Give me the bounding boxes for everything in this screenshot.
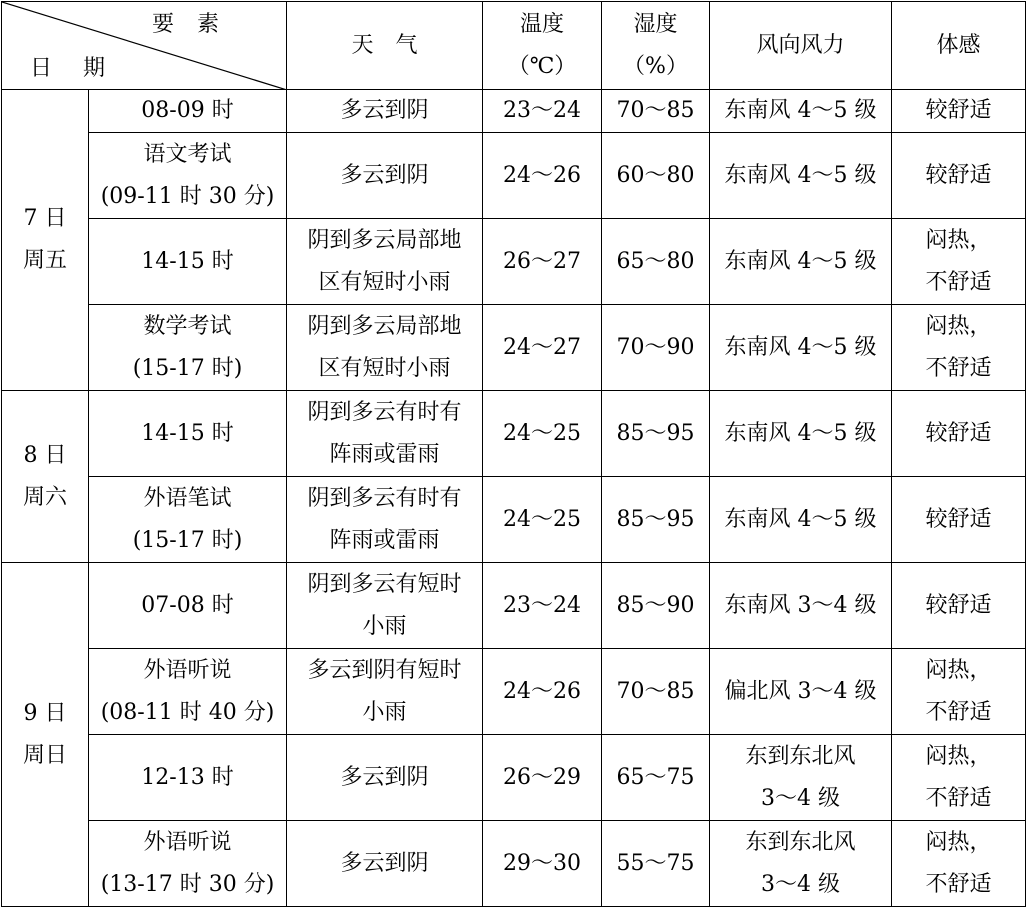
wind-cell <box>710 821 892 907</box>
time-cell-line: (13-17 时 30 分) <box>100 871 275 897</box>
wind-cell <box>710 391 892 477</box>
weather-cell-line: 阴到多云有时有 <box>307 485 462 511</box>
time-cell-line: 08-09 时 <box>141 98 234 123</box>
weather-cell-line: 小雨 <box>362 613 407 639</box>
wind-cell <box>710 219 892 305</box>
humidity-cell: 85～95 <box>602 477 710 563</box>
header-temp-unit: （℃） <box>507 53 577 79</box>
wind-cell-line: 偏北风 3～4 级 <box>724 678 877 704</box>
weather-cell <box>287 477 483 563</box>
humidity-cell: 55～75 <box>602 821 710 907</box>
wind-cell-line: 东南风 4～5 级 <box>724 506 877 532</box>
feel-cell-line: 闷热， <box>925 743 992 769</box>
weather-cell-line: 阴到多云有短时 <box>307 571 462 597</box>
time-cell-line: 外语听说 <box>143 657 232 683</box>
weather-cell <box>287 391 483 477</box>
humidity-cell: 70～85 <box>602 649 710 735</box>
weather-cell-line: 阴到多云局部地 <box>307 227 462 253</box>
weather-cell-line: 区有短时小雨 <box>318 269 451 295</box>
time-cell-line: 12-13 时 <box>141 764 234 790</box>
header-humidity <box>602 2 710 90</box>
header-temp-label: 温度 <box>519 11 564 37</box>
wind-cell-line: 东南风 4～5 级 <box>724 98 877 123</box>
table-row <box>2 649 1026 735</box>
feel-cell <box>892 563 1026 649</box>
temp-cell: 23～24 <box>483 90 602 133</box>
weather-cell-line: 多云到阴有短时 <box>307 657 462 683</box>
feel-cell-line: 闷热， <box>925 657 992 683</box>
feel-cell <box>892 821 1026 907</box>
feel-cell-line: 不舒适 <box>925 269 992 295</box>
time-cell-line: 语文考试 <box>143 141 232 167</box>
table-row <box>2 133 1026 219</box>
humidity-cell: 65～75 <box>602 735 710 821</box>
wind-cell-line: 东到东北风 <box>745 829 856 855</box>
time-cell-line: 外语笔试 <box>143 485 232 511</box>
header-weather: 天 气 <box>287 2 483 90</box>
feel-cell <box>892 219 1026 305</box>
weather-cell-line: 小雨 <box>362 699 407 725</box>
time-cell-line: 14-15 时 <box>141 420 234 446</box>
humidity-cell: 60～80 <box>602 133 710 219</box>
time-cell-line: (08-11 时 40 分) <box>100 699 275 725</box>
date-cell-line: 9 日 <box>23 700 67 726</box>
humidity-cell: 70～85 <box>602 90 710 133</box>
humidity-cell: 85～95 <box>602 391 710 477</box>
header-humidity-label: 湿度 <box>633 11 678 37</box>
weather-cell-line: 多云到阴 <box>340 850 429 876</box>
time-cell <box>89 563 287 649</box>
feel-cell-line: 较舒适 <box>925 98 992 123</box>
wind-cell <box>710 90 892 133</box>
wind-cell-line: 东南风 4～5 级 <box>724 162 877 188</box>
temp-cell: 26～27 <box>483 219 602 305</box>
header-humidity-unit: （%） <box>623 53 688 79</box>
time-cell <box>89 133 287 219</box>
feel-cell-line: 较舒适 <box>925 162 992 188</box>
table-row <box>2 477 1026 563</box>
weather-cell-line: 阴到多云有时有 <box>307 399 462 425</box>
time-cell <box>89 649 287 735</box>
weather-cell-line: 区有短时小雨 <box>318 355 451 381</box>
feel-cell-line: 闷热， <box>925 227 992 253</box>
humidity-cell: 85～90 <box>602 563 710 649</box>
wind-cell <box>710 477 892 563</box>
date-cell <box>2 563 89 907</box>
table-row <box>2 90 1026 133</box>
feel-cell-line: 不舒适 <box>925 871 992 897</box>
table-row <box>2 735 1026 821</box>
feel-cell-line: 不舒适 <box>925 699 992 725</box>
feel-cell <box>892 133 1026 219</box>
temp-cell: 24～25 <box>483 391 602 477</box>
date-cell-line: 周五 <box>22 248 67 273</box>
weather-cell <box>287 90 483 133</box>
time-cell-line: 07-08 时 <box>141 592 234 618</box>
weather-cell-line: 阴到多云局部地 <box>307 313 462 339</box>
wind-cell-line: 东南风 4～5 级 <box>724 248 877 274</box>
header-wind: 风向风力 <box>710 2 892 90</box>
header-date: 日 期 <box>30 56 117 81</box>
temp-cell: 24～27 <box>483 305 602 391</box>
feel-cell-line: 闷热， <box>925 313 992 339</box>
wind-cell <box>710 563 892 649</box>
feel-cell <box>892 305 1026 391</box>
feel-cell <box>892 649 1026 735</box>
weather-forecast-table <box>1 1 1026 907</box>
wind-cell <box>710 735 892 821</box>
time-cell-line: 数学考试 <box>143 313 232 339</box>
header-feel: 体感 <box>892 2 1026 90</box>
table-row <box>2 563 1026 649</box>
date-cell <box>2 90 89 391</box>
weather-cell <box>287 133 483 219</box>
table-row <box>2 305 1026 391</box>
wind-cell <box>710 649 892 735</box>
table-row <box>2 219 1026 305</box>
date-cell <box>2 391 89 563</box>
wind-cell-line: 东南风 4～5 级 <box>724 420 877 446</box>
humidity-cell: 70～90 <box>602 305 710 391</box>
feel-cell-line: 不舒适 <box>925 355 992 381</box>
wind-cell <box>710 305 892 391</box>
wind-cell-line: 东到东北风 <box>745 743 856 769</box>
weather-cell <box>287 735 483 821</box>
weather-cell <box>287 305 483 391</box>
weather-cell-line: 多云到阴 <box>340 98 429 123</box>
time-cell-line: 14-15 时 <box>141 248 234 274</box>
weather-cell-line: 多云到阴 <box>340 162 429 188</box>
time-cell <box>89 735 287 821</box>
date-cell-line: 周六 <box>22 484 67 510</box>
header-diagonal-cell <box>2 2 287 90</box>
temp-cell: 29～30 <box>483 821 602 907</box>
date-cell-line: 7 日 <box>23 206 67 231</box>
temp-cell: 26～29 <box>483 735 602 821</box>
date-cell-line: 周日 <box>22 742 67 768</box>
header-temp <box>483 2 602 90</box>
weather-cell-line: 多云到阴 <box>340 764 429 790</box>
time-cell <box>89 305 287 391</box>
feel-cell-line: 闷热， <box>925 829 992 855</box>
weather-cell <box>287 563 483 649</box>
time-cell <box>89 90 287 133</box>
weather-cell <box>287 649 483 735</box>
feel-cell <box>892 735 1026 821</box>
time-cell-line: (15-17 时) <box>132 527 243 553</box>
wind-cell-line: 3～4 级 <box>761 785 840 811</box>
temp-cell: 23～24 <box>483 563 602 649</box>
table-row <box>2 391 1026 477</box>
time-cell-line: 外语听说 <box>143 829 232 855</box>
table-row <box>2 821 1026 907</box>
date-cell-line: 8 日 <box>23 442 67 468</box>
temp-cell: 24～26 <box>483 133 602 219</box>
time-cell <box>89 821 287 907</box>
wind-cell <box>710 133 892 219</box>
weather-cell-line: 阵雨或雷雨 <box>329 441 440 467</box>
time-cell-line: (09-11 时 30 分) <box>100 183 275 209</box>
temp-cell: 24～25 <box>483 477 602 563</box>
wind-cell-line: 东南风 3～4 级 <box>724 592 877 618</box>
feel-cell-line: 较舒适 <box>925 592 992 618</box>
wind-cell-line: 东南风 4～5 级 <box>724 334 877 360</box>
humidity-cell: 65～80 <box>602 219 710 305</box>
feel-cell-line: 较舒适 <box>925 420 992 446</box>
feel-cell <box>892 477 1026 563</box>
time-cell <box>89 391 287 477</box>
feel-cell <box>892 391 1026 477</box>
header-row <box>2 2 1026 90</box>
feel-cell <box>892 90 1026 133</box>
time-cell <box>89 219 287 305</box>
header-elements: 要 素 <box>152 12 227 37</box>
temp-cell: 24～26 <box>483 649 602 735</box>
weather-cell <box>287 821 483 907</box>
weather-cell-line: 阵雨或雷雨 <box>329 527 440 553</box>
time-cell <box>89 477 287 563</box>
wind-cell-line: 3～4 级 <box>761 871 840 897</box>
time-cell-line: (15-17 时) <box>132 355 243 381</box>
feel-cell-line: 较舒适 <box>925 506 992 532</box>
weather-cell <box>287 219 483 305</box>
feel-cell-line: 不舒适 <box>925 785 992 811</box>
